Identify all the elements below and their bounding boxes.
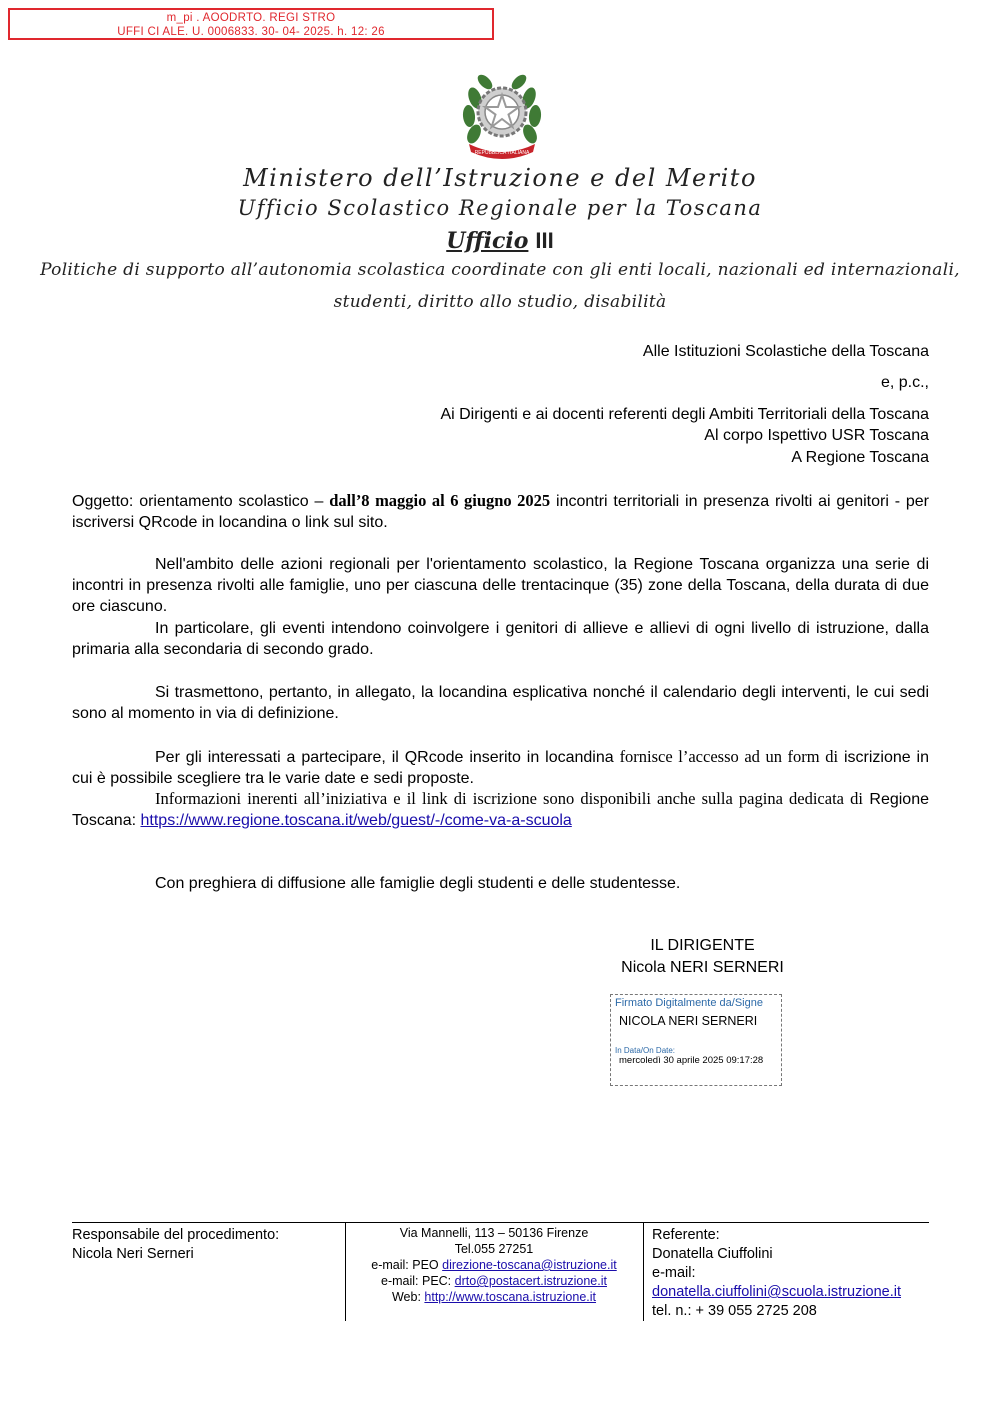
cc-recipient-2: Al corpo Ispettivo USR Toscana <box>704 427 929 444</box>
paragraph-4-c: iscrizione in cui è possibile scegliere tra le varie date e sedi proposte. <box>72 749 929 787</box>
paragraph-5-b: Regione Toscana: <box>72 791 929 829</box>
stamp-date-label: In Data/On Date: <box>615 1046 676 1055</box>
protocol-line-2: UFFI CI ALE. U. 0006833. 30- 04- 2025. h. 12: 26 <box>117 26 385 38</box>
italian-republic-emblem <box>461 68 543 160</box>
policy-line-1: Politiche di supporto all’autonomia scolastica coordinate con gli enti locali, nazionali ed internazionali, <box>40 260 960 280</box>
subject-rest: incontri territoriali in presenza rivolti ai genitori - per iscriversi QRcode in locandina o link sul sito. <box>72 493 929 531</box>
referent-email-link[interactable]: donatella.ciuffolini@scuola.istruzione.it <box>652 1284 902 1300</box>
footer-pec <box>346 1273 642 1289</box>
paragraph-2: In particolare, gli eventi intendono coinvolgere i genitori di allieve e allievi di ogni livello di istruzione, dalla primaria alla secondaria di secondo grado. <box>72 620 929 658</box>
stamp-date-value: mercoledì 30 aprile 2025 09:17:28 <box>619 1055 764 1066</box>
subject <box>72 490 929 533</box>
footer-contacts <box>346 1223 642 1305</box>
protocol-line-1: m_pi . AOODRTO. REGI STRO <box>166 12 336 24</box>
office-name: Ufficio Scolastico Regionale per la Toscana <box>237 196 763 220</box>
footer-referent <box>652 1223 932 1321</box>
footer-web <box>346 1289 642 1305</box>
protocol-stamp <box>8 8 494 40</box>
footer-responsible <box>72 1223 344 1264</box>
paragraph-5-a: Informazioni inerenti all’iniziativa e il link di iscrizione sono disponibili anche sulla pagina dedicata di <box>155 789 863 808</box>
ministry-name: Ministero dell’Istruzione e del Merito <box>243 164 757 192</box>
recipient-schools: Alle Istituzioni Scolastiche della Toscana <box>642 343 929 360</box>
paragraph-4-a: Per gli interessati a partecipare, il QRcode inserito in locandina <box>155 749 614 766</box>
regione-toscana-link[interactable]: https://www.regione.toscana.it/web/guest/-/come-va-a-scuola <box>140 812 572 829</box>
ribbon-text: REPUBBLICA ITALIANA <box>474 150 530 156</box>
footer-ref-label: Referente: <box>652 1227 720 1243</box>
footer-ref-email-label: e-mail: <box>652 1265 696 1281</box>
subject-label: Oggetto: orientamento scolastico – <box>72 493 324 510</box>
stamp-signer: NICOLA NERI SERNERI <box>619 1014 758 1028</box>
footer-ref-name: Donatella Ciuffolini <box>652 1246 773 1262</box>
signature-title: IL DIRIGENTE <box>650 937 755 954</box>
peo-email-link[interactable]: direzione-toscana@istruzione.it <box>442 1258 617 1272</box>
footer-pec-label: e-mail: PEC: <box>381 1274 452 1288</box>
division-title <box>0 228 1000 254</box>
footer-web-label: Web: <box>391 1290 421 1304</box>
footer-resp-name: Nicola Neri Serneri <box>72 1246 194 1262</box>
paragraph-6: Con preghiera di diffusione alle famiglie degli studenti e delle studentesse. <box>155 875 681 892</box>
website-link[interactable]: http://www.toscana.istruzione.it <box>424 1290 597 1304</box>
cc-recipient-1: Ai Dirigenti e ai docenti referenti degli Ambiti Territoriali della Toscana <box>440 406 929 423</box>
paragraph-5 <box>72 788 929 831</box>
cc-label: e, p.c., <box>880 374 929 391</box>
stamp-signed-label: Firmato Digitalmente da/Signe <box>615 997 763 1009</box>
footer-resp-label: Responsabile del procedimento: <box>72 1227 280 1243</box>
footer-address: Via Mannelli, 113 – 50136 Firenze <box>399 1226 589 1240</box>
division-number: III <box>535 228 554 253</box>
paragraph-4 <box>72 746 929 789</box>
digital-signature-stamp <box>610 994 782 1086</box>
division-word: Ufficio <box>446 228 529 254</box>
policy-line-2: studenti, diritto allo studio, disabilità <box>333 292 667 312</box>
footer-peo <box>346 1257 642 1273</box>
signature-name: Nicola NERI SERNERI <box>621 959 784 976</box>
pec-email-link[interactable]: drto@postacert.istruzione.it <box>454 1274 607 1288</box>
footer-peo-label: e-mail: PEO <box>371 1258 439 1272</box>
paragraph-1: Nell'ambito delle azioni regionali per l'orientamento scolastico, la Regione Toscana organizza una serie di incontri in presenza rivolti alle famiglie, uno per ciascuna delle trentacinque (35) zone della Toscana, della durata di due ore ciascuno. <box>72 556 929 615</box>
subject-dates: dall’8 maggio al 6 giugno 2025 <box>329 491 551 510</box>
paragraph-3: Si trasmettono, pertanto, in allegato, la locandina esplicativa nonché il calendario degli interventi, le cui sedi sono al momento in via di definizione. <box>72 684 929 722</box>
footer-tel: Tel.055 27251 <box>454 1242 534 1256</box>
footer-ref-tel: tel. n.: + 39 055 2725 208 <box>652 1303 817 1319</box>
cc-recipient-3: A Regione Toscana <box>791 449 929 466</box>
paragraph-4-b: fornisce l’accesso ad un form di <box>619 747 839 766</box>
footer-separator-2 <box>643 1223 644 1321</box>
